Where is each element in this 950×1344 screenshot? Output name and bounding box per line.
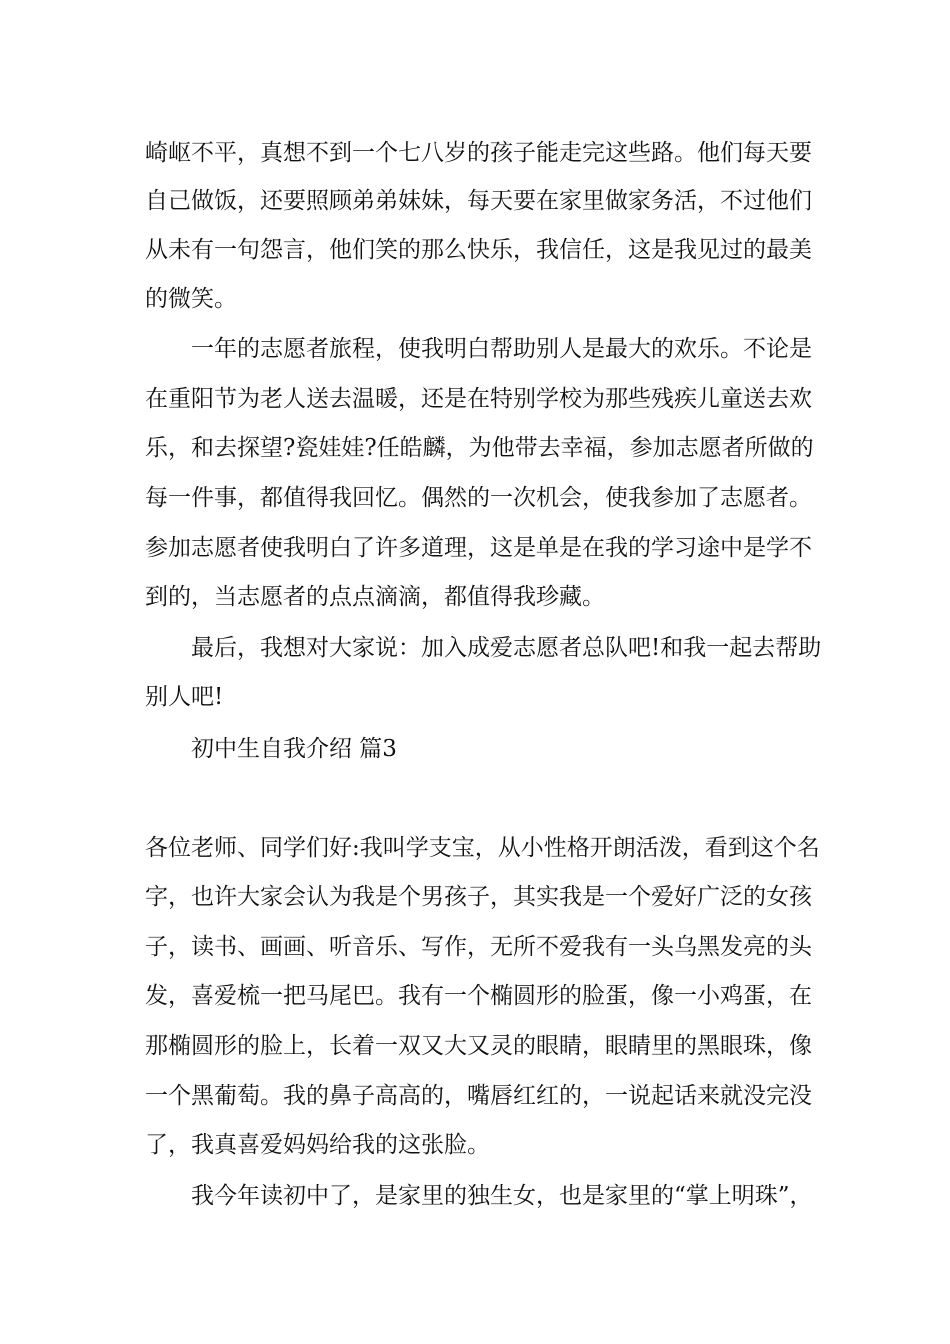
text-line: 在重阳节为老人送去温暖，还是在特别学校为那些残疾儿童送去欢	[145, 386, 812, 412]
text-line: 每一件事，都值得我回忆。偶然的一次机会，使我参加了志愿者。	[145, 485, 812, 511]
text-line: 到的，当志愿者的点点滴滴，都值得我珍藏。	[145, 584, 605, 610]
text-line: 发，喜爱梳一把马尾巴。我有一个椭圆形的脸蛋，像一小鸡蛋，在	[145, 983, 812, 1009]
text-line: 参加志愿者使我明白了许多道理，这是单是在我的学习途中是学不	[145, 535, 812, 561]
text-line: 子，读书、画画、听音乐、写作，无所不爱我有一头乌黑发亮的头	[145, 934, 812, 960]
text-line: 最后，我想对大家说：加入成爱志愿者总队吧!和我一起去帮助	[191, 635, 822, 661]
section-heading: 初中生自我介绍 篇3	[191, 736, 397, 762]
text-line: 的微笑。	[145, 286, 237, 312]
text-line: 自己做饭，还要照顾弟弟妹妹，每天要在家里做家务活，不过他们	[145, 188, 812, 214]
text-line: 各位老师、同学们好:我叫学支宝，从小性格开朗活泼，看到这个名	[145, 835, 820, 861]
text-line: 字，也许大家会认为我是个男孩子，其实我是一个爱好广泛的女孩	[145, 884, 812, 910]
text-line: 那椭圆形的脸上，长着一双又大又灵的眼睛，眼睛里的黑眼珠，像	[145, 1033, 812, 1059]
text-line: 了，我真喜爱妈妈给我的这张脸。	[145, 1132, 490, 1158]
text-line: 别人吧!	[145, 684, 224, 710]
text-line: 我今年读初中了，是家里的独生女，也是家里的“掌上明珠”，	[191, 1183, 813, 1209]
text-line: 一年的志愿者旅程，使我明白帮助别人是最大的欢乐。不论是	[191, 336, 812, 362]
text-line: 崎岖不平，真想不到一个七八岁的孩子能走完这些路。他们每天要	[145, 140, 812, 166]
text-line: 一个黑葡萄。我的鼻子高高的，嘴唇红红的，一说起话来就没完没	[145, 1083, 812, 1109]
text-line: 乐，和去探望?瓷娃娃?任皓麟，为他带去幸福，参加志愿者所做的	[145, 435, 814, 461]
text-line: 从未有一句怨言，他们笑的那么快乐，我信任，这是我见过的最美	[145, 237, 812, 263]
